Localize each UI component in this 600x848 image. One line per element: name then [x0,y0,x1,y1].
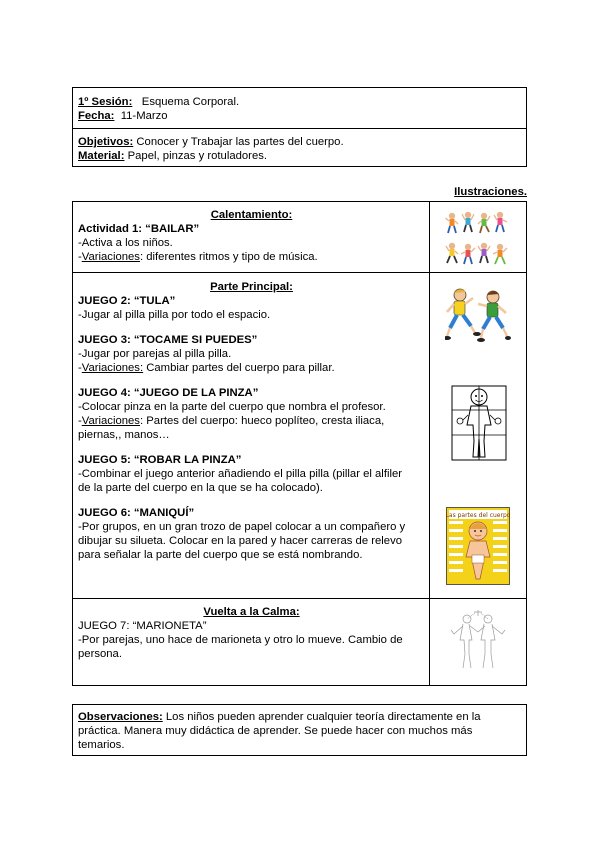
date-label: Fecha: [78,110,115,122]
game-3-title: JUEGO 3: “TOCAME SI PUEDES” [78,334,258,346]
game-3-line: -Jugar por parejas al pilla pilla. [78,348,232,360]
session-label: 1º Sesión: [78,96,133,108]
header-divider [73,128,526,129]
game-4-title: JUEGO 4: “JUEGO DE LA PINZA” [78,387,259,399]
runner-left [445,289,481,340]
game-6-line-2: dibujar su silueta. Colocar en la pared y hacer carreras de relevo [78,535,403,547]
game-5-line-1: -Combinar el juego anterior añadiendo el pilla pilla (pillar el alfiler [78,468,403,480]
game-2-title: JUEGO 2: “TULA” [78,295,176,307]
activity-1-variations [78,250,425,264]
observations-line-2: práctica. Manera muy didáctica de aprender. Se puede hacer con muchos más [78,725,473,737]
game-4-var-prefix: - [78,415,82,427]
game-3-var-text: Cambiar partes del cuerpo para pillar. [143,362,335,374]
observations-line-1 [78,710,523,724]
running-boys-illustration [445,286,511,346]
warmup-heading: Calentamiento: [210,209,293,221]
activity-1-line: -Activa a los niños. [78,237,173,249]
game-2-line: -Jugar al pilla pilla por todo el espacio. [78,309,271,321]
dancer-8 [493,244,507,264]
poster-caption: Las partes del cuerpo [446,512,510,519]
date-line [78,109,239,123]
main-heading: Parte Principal: [210,281,293,293]
objectives-label: Objetivos: [78,136,134,148]
activities-table [72,201,527,686]
game-6-line-1: -Por grupos, en un gran trozo de papel colocar a un compañero y [78,521,406,533]
marionette-sketch-illustration [448,610,508,674]
game-6-line-3: para señalar la parte del cuerpo que se está nombrando. [78,549,363,561]
activity-1-var-text: : diferentes ritmos y tipo de música. [139,251,318,263]
game-3-var-prefix: - [78,362,82,374]
body-parts-poster-illustration [446,507,510,585]
dancing-children-illustration [445,210,509,268]
game-3-var-label: Variaciones: [81,362,144,374]
dancer-2 [462,212,474,232]
dancer-5 [446,243,458,263]
material-value: Papel, pinzas y rotuladores. [127,150,268,162]
runner-right [477,291,511,342]
game-4-line-3: piernas,, manos… [78,429,170,441]
observations-label: Observaciones: [78,711,163,723]
observations-line-3: temarios. [78,739,125,751]
game-4-line: -Colocar pinza en la parte del cuerpo que nombra el profesor. [78,401,386,413]
body-puzzle-illustration [451,385,507,461]
illustrations-label: Ilustraciones. [454,186,527,198]
dancer-7 [478,243,490,263]
activity-1-var-prefix: - [78,251,82,263]
row-divider-2 [73,598,526,599]
game-7-title: JUEGO 7: “MARIONETA” [78,620,207,632]
table-column-divider [429,202,430,685]
session-value: Esquema Corporal. [141,96,240,108]
game-6-title: JUEGO 6: “MANIQUÍ” [78,507,195,519]
observations-box [72,704,527,756]
date-value: 11-Marzo [120,110,168,122]
game-5-line-2: de la parte del cuerpo en la que se ha colocado). [78,482,323,494]
activity-1-var-label: Variaciones [81,251,140,263]
session-header-box [72,87,527,167]
dancer-6 [461,244,475,264]
dancer-4 [494,212,507,232]
game-7-line-2: persona. [78,648,122,660]
game-4-var-label: Variaciones [81,415,140,427]
game-4-variations [78,414,425,428]
dancer-1 [446,213,459,233]
dancer-3 [478,213,490,233]
cooldown-heading: Vuelta a la Calma: [203,606,300,618]
observations-text-1: Los niños pueden aprender cualquier teoría directamente en la [162,711,481,723]
objectives-value: Conocer y Trabajar las partes del cuerpo. [136,136,344,148]
cooldown-section [78,605,425,661]
activity-1-title: Actividad 1: “BAILAR” [78,223,200,235]
material-label: Material: [78,150,125,162]
game-3-variations [78,361,425,375]
game-7-line-1: -Por parejas, uno hace de marioneta y otro lo mueve. Cambio de [78,634,403,646]
game-4-var-text: : Partes del cuerpo: hueco poplíteo, cresta iliaca, [139,415,385,427]
main-section [78,280,425,562]
row-divider-1 [73,272,526,273]
material-line [78,149,344,163]
objectives-line [78,135,344,149]
game-5-title: JUEGO 5: “ROBAR LA PINZA” [78,454,242,466]
session-line [78,95,239,109]
warmup-section [78,208,425,264]
